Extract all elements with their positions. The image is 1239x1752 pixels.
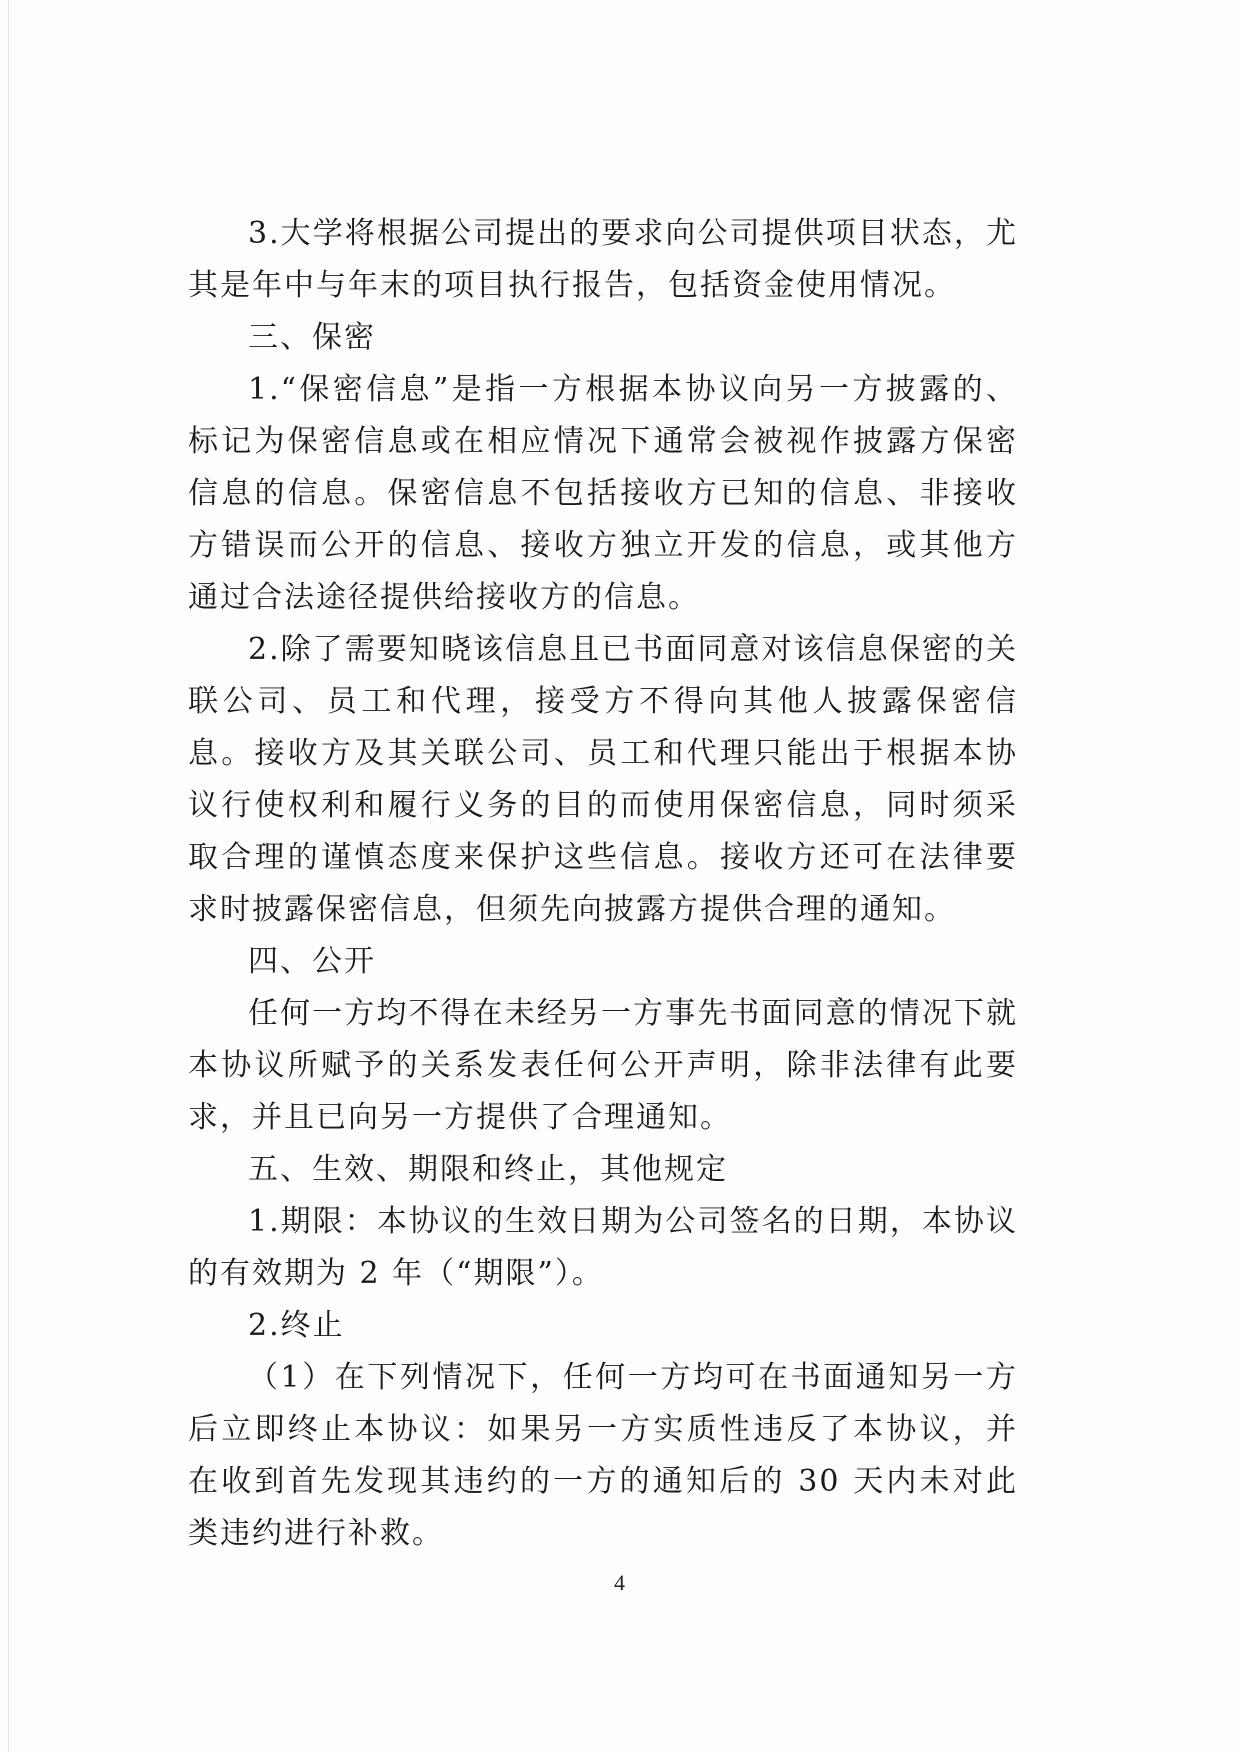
scan-edge-mark — [8, 0, 9, 1752]
paragraph-project-status: 3.大学将根据公司提出的要求向公司提供项目状态，尤其是年中与年末的项目执行报告，包括资金使用情况。 — [188, 216, 1018, 303]
paragraph-termination-breach: （1）在下列情况下，任何一方均可在书面通知另一方后立即终止本协议：如果另一方实质性违反了本协议，并在收到首先发现其违约的一方的通知后的 30 天内未对此类违约进行补救。 — [188, 1360, 1018, 1551]
section-heading-confidentiality: 三、保密 — [248, 320, 376, 355]
paragraph-public-statements: 任何一方均不得在未经另一方事先书面同意的情况下就本协议所赋予的关系发表任何公开声明，除非法律有此要求，并且已向另一方提供了合理通知。 — [188, 996, 1018, 1135]
section-heading-term-termination: 五、生效、期限和终止，其他规定 — [248, 1152, 728, 1187]
paragraph-term: 1.期限：本协议的生效日期为公司签名的日期，本协议的有效期为 2 年（“期限”）。 — [188, 1204, 1018, 1291]
page-number: 4 — [614, 1570, 625, 1595]
section-heading-publicity: 四、公开 — [248, 944, 376, 979]
subheading-termination: 2.终止 — [248, 1308, 345, 1343]
paragraph-disclosure-restrictions: 2.除了需要知晓该信息且已书面同意对该信息保密的关联公司、员工和代理，接受方不得向其他人披露保密信息。接收方及其关联公司、员工和代理只能出于根据本协议行使权利和履行义务的目的而使用保密信息，同时须采取合理的谨慎态度来保护这些信息。接收方还可在法律要求时披露保密信息，但须先向披露方提供合理的通知。 — [188, 632, 1018, 927]
paragraph-confidential-info-definition: 1.“保密信息”是指一方根据本协议向另一方披露的、标记为保密信息或在相应情况下通常会被视作披露方保密信息的信息。保密信息不包括接收方已知的信息、非接收方错误而公开的信息、接收方独立开发的信息，或其他方通过合法途径提供给接收方的信息。 — [188, 372, 1018, 615]
document-body — [188, 208, 1018, 1560]
